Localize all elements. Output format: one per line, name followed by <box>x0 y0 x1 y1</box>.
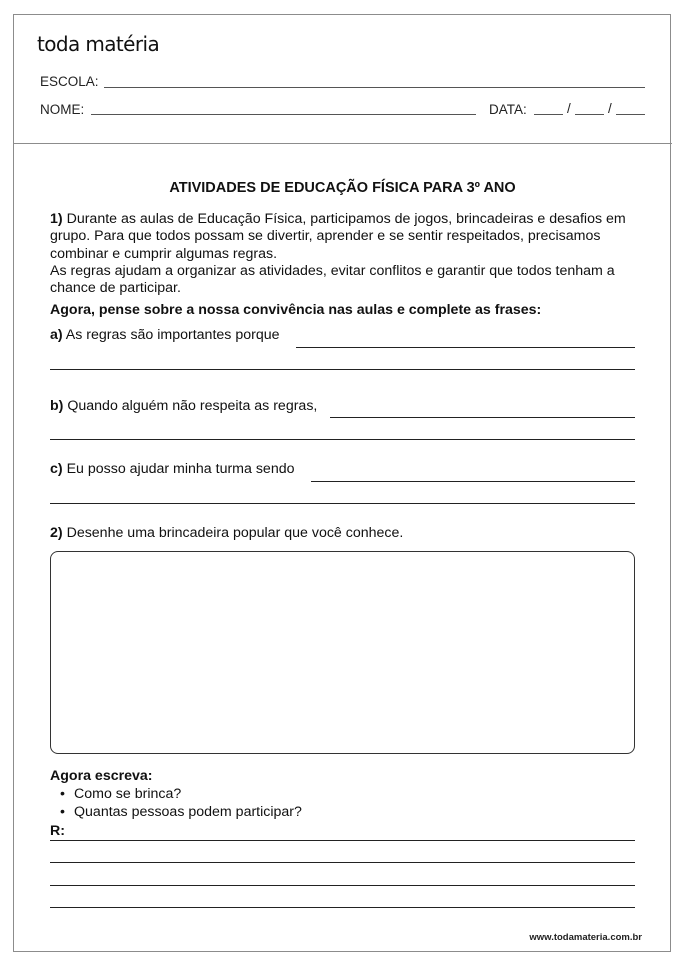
bullet-list <box>58 786 302 821</box>
footer-url: www.todamateria.com.br <box>529 932 642 943</box>
date-separator: / <box>567 101 571 116</box>
question-1-prompt: Agora, pense sobre a nossa convivência nas aulas e complete as frases: <box>50 302 542 318</box>
answer-line-a1[interactable] <box>296 347 635 348</box>
item-letter: a) <box>50 327 63 343</box>
drawing-area[interactable] <box>50 551 635 754</box>
page-title: ATIVIDADES DE EDUCAÇÃO FÍSICA PARA 3º ANO <box>169 180 516 196</box>
answer-line-3[interactable] <box>50 885 635 886</box>
question-1-intro <box>50 211 650 263</box>
date-year-field[interactable] <box>616 114 645 115</box>
bullet-icon: • <box>60 803 65 820</box>
data-label: DATA: <box>489 102 527 117</box>
answer-line-c1[interactable] <box>311 481 635 482</box>
item-text: Eu posso ajudar minha turma sendo <box>62 461 295 477</box>
answer-label: R: <box>50 823 65 839</box>
question-number: 2) <box>50 525 63 541</box>
escola-label: ESCOLA: <box>40 74 99 89</box>
answer-line-b2[interactable] <box>50 439 635 440</box>
write-prompt: Agora escreva: <box>50 768 153 784</box>
bullet-item <box>58 786 302 804</box>
header-divider <box>13 143 672 144</box>
answer-line-a2[interactable] <box>50 369 635 370</box>
answer-line-b1[interactable] <box>330 417 635 418</box>
question-2 <box>50 525 403 541</box>
logo: toda matéria <box>37 32 160 56</box>
bullet-icon: • <box>60 786 65 802</box>
answer-line-1[interactable] <box>50 840 635 841</box>
bullet-text: Quantas pessoas podem participar? <box>74 803 302 820</box>
nome-field[interactable] <box>91 114 476 115</box>
item-text: As regras são importantes porque <box>62 327 280 343</box>
date-month-field[interactable] <box>575 114 604 115</box>
answer-line-2[interactable] <box>50 862 635 863</box>
escola-field[interactable] <box>104 87 645 88</box>
question-1-intro-2: As regras ajudam a organizar as atividades, evitar conflitos e garantir que todos tenham a chance de participar. <box>50 263 615 297</box>
date-day-field[interactable] <box>534 114 563 115</box>
item-a <box>50 327 280 343</box>
item-b <box>50 398 317 414</box>
item-c <box>50 461 295 477</box>
item-letter: c) <box>50 461 63 477</box>
answer-line-c2[interactable] <box>50 503 635 504</box>
item-text: Quando alguém não respeita as regras, <box>63 398 318 414</box>
bullet-text: Como se brinca? <box>74 786 182 802</box>
question-text: Desenhe uma brincadeira popular que você conhece. <box>62 525 404 541</box>
answer-line-4[interactable] <box>50 907 635 908</box>
item-letter: b) <box>50 398 64 414</box>
question-text: Durante as aulas de Educação Física, participamos de jogos, brincadeiras e desafios em grupo. Para que todos possam se divertir, aprender e se sentir respeitados, precisamos combinar e cumprir algumas regras. <box>50 211 626 262</box>
bullet-item <box>58 804 302 822</box>
question-number: 1) <box>50 211 63 227</box>
nome-label: NOME: <box>40 102 85 117</box>
date-separator: / <box>608 101 612 116</box>
